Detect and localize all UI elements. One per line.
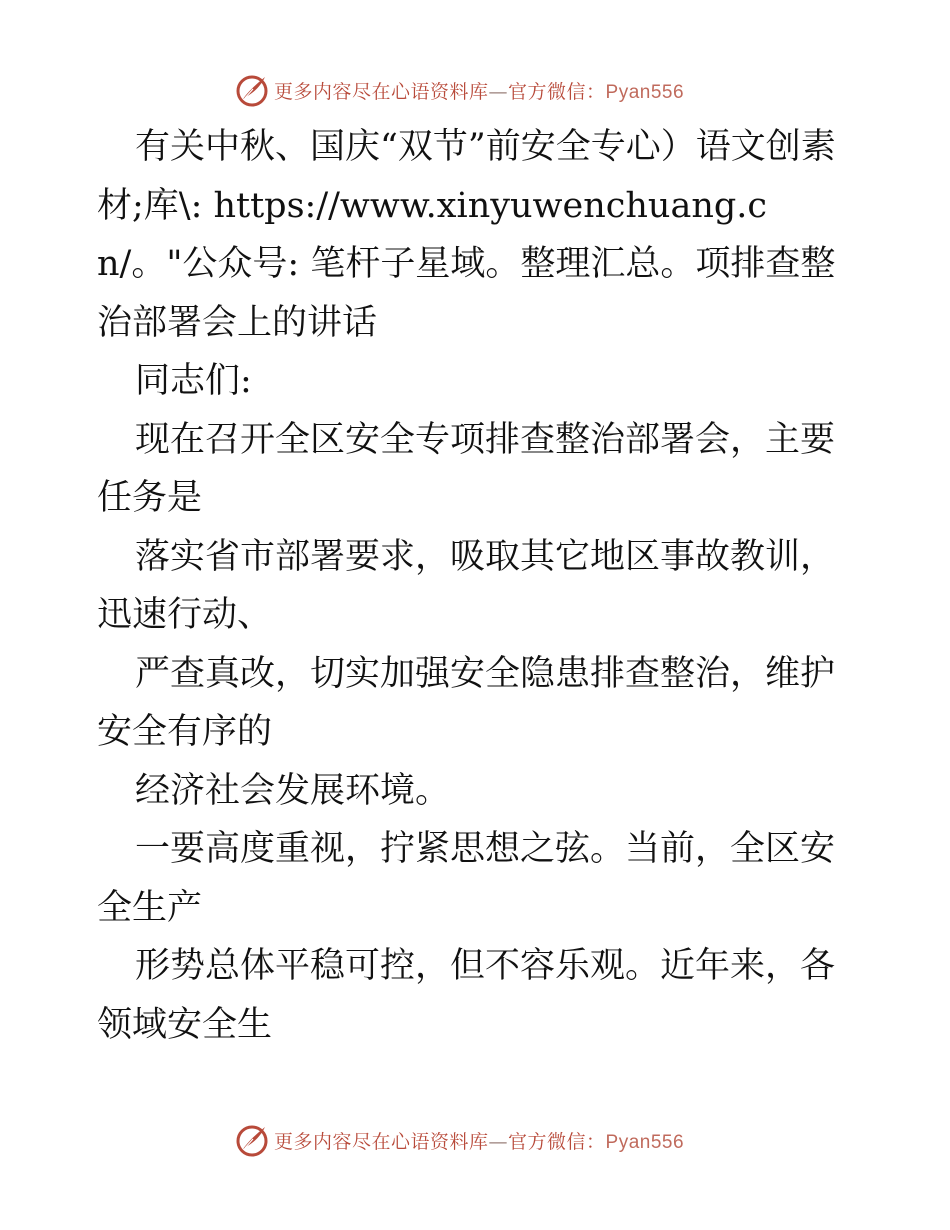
watermark-text [274,77,684,104]
footer-watermark [234,1120,754,1160]
document-body [97,118,857,1054]
watermark-site: 更多内容尽在心语资料库 [274,80,489,103]
quill-circle-logo-icon [234,1122,270,1158]
watermark-separator: — [488,80,509,103]
watermark-id: Pyan556 [605,1131,685,1153]
header-watermark [234,70,754,110]
paragraph: 严查真改，切实加强安全隐患排查整治，维护安全有序的 [97,653,836,752]
paragraph: 一要高度重视，拧紧思想之弦。当前，全区安全生产 [97,829,836,928]
watermark-id: Pyan556 [605,81,685,103]
watermark-label: 官方微信： [508,1130,606,1153]
quill-circle-logo-icon [234,72,270,108]
paragraph: 形势总体平稳可控，但不容乐观。近年来，各领域安全生 [97,946,836,1045]
paragraph: 现在召开全区安全专项排查整治部署会，主要任务是 [97,419,836,518]
paragraph-salutation: 同志们: [135,361,252,401]
paragraph: 落实省市部署要求，吸取其它地区事故教训，迅速行动、 [97,536,836,635]
watermark-text [274,1127,684,1154]
watermark-site: 更多内容尽在心语资料库 [274,1130,489,1153]
watermark-separator: — [488,1130,509,1153]
watermark-label: 官方微信： [508,80,606,103]
paragraph: 经济社会发展环境。 [135,770,451,811]
paragraph-title: 有关中秋、国庆“双节”前安全专心）语文创素材;库\: https://www.xinyuwenchuang.cn/。"公众号: 笔杆子星域。整理汇总。项排查整治部署会上的讲话 [97,127,836,343]
